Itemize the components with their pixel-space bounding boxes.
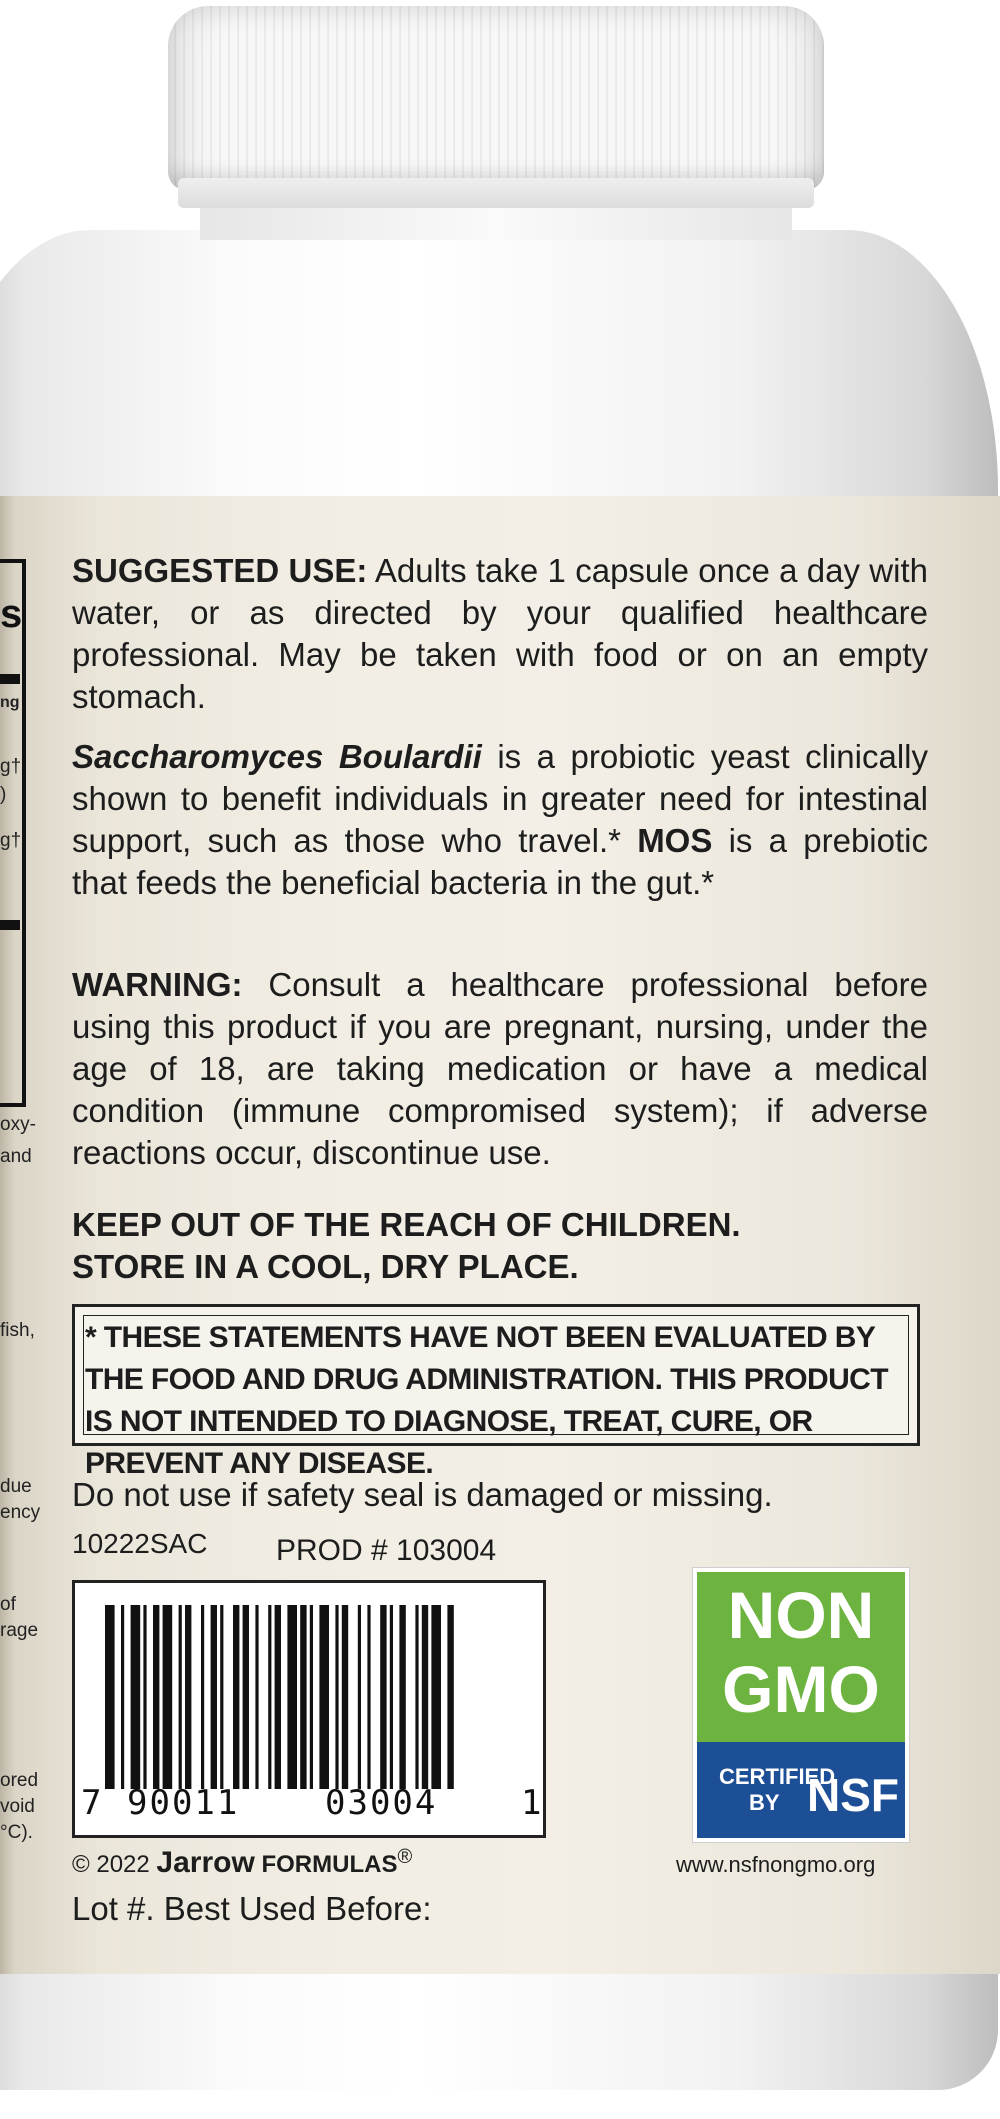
copyright-line <box>72 1846 412 1880</box>
barcode-bar <box>243 1605 249 1789</box>
barcode-group-2: 03004 <box>325 1783 438 1823</box>
barcode-digit-last: 1 <box>521 1783 542 1823</box>
ingredients-fragment: oxy- <box>0 1114 36 1135</box>
suggested-use <box>72 550 928 718</box>
barcode-digit-first: 7 <box>81 1783 102 1823</box>
facts-fragment: s <box>0 592 23 636</box>
barcode-bar <box>233 1605 239 1789</box>
barcode-bar <box>380 1605 386 1789</box>
barcode-bar <box>422 1605 428 1789</box>
barcode-bar <box>367 1605 370 1789</box>
barcode-bar <box>163 1605 173 1789</box>
facts-rule <box>0 674 20 684</box>
barcode-bar <box>185 1605 191 1789</box>
warning-text: Consult a healthcare professional before using this product if you are pregnant, nursing, under the age of 18, are taking medication or have a medical condition (immune compromised system); if adverse reactions occur, discontinue use. <box>72 966 928 1171</box>
warning-heading: WARNING: <box>72 966 243 1003</box>
barcode-bar <box>300 1605 306 1789</box>
barcode-bar <box>275 1605 281 1789</box>
description-text-1: is a probiotic yeast clinically shown to benefit individuals in greater need for intestinal support, such as those who travel.* <box>72 738 928 859</box>
suggested-use-heading: SUGGESTED USE: <box>72 552 368 589</box>
brand-suffix: FORMULAS <box>254 1851 398 1878</box>
storage-notice: STORE IN A COOL, DRY PLACE. <box>72 1248 579 1285</box>
ingredients-fragment: °C). <box>0 1822 33 1843</box>
barcode-bar <box>153 1605 159 1789</box>
non-gmo-badge <box>692 1567 910 1843</box>
non-gmo-line-1: NON <box>727 1578 875 1652</box>
nsf-blue-panel <box>697 1742 905 1838</box>
facts-fragment: ) <box>0 784 7 805</box>
barcode-bar <box>143 1605 146 1789</box>
barcode-bar <box>358 1605 361 1789</box>
facts-rule <box>0 920 20 930</box>
nsf-logo-text: NSF <box>807 1769 899 1821</box>
ingredients-fragment: and <box>0 1146 32 1167</box>
suggested-use-text: Adults take 1 capsule once a day with water, or as directed by your qualified healthcare professional. May be taken with food or on an empty stomach. <box>72 552 928 715</box>
barcode-bar <box>201 1605 204 1789</box>
cap-lip <box>178 178 814 208</box>
lot-best-before: Lot #. Best Used Before: <box>72 1890 432 1927</box>
barcode-bar <box>342 1605 348 1789</box>
ingredients-fragment: ored <box>0 1770 39 1791</box>
barcode-bar <box>287 1605 297 1789</box>
barcode-bar <box>447 1605 453 1789</box>
non-gmo-line-2: GMO <box>722 1652 880 1726</box>
product-name: Saccharomyces Boulardii <box>72 738 482 775</box>
barcode-bars <box>105 1605 505 1789</box>
ingredients-fragment: fish, <box>0 1320 35 1341</box>
facts-fragment: ng <box>0 694 20 711</box>
ingredients-fragment: rage <box>0 1620 39 1641</box>
certified-label: CERTIFIED <box>719 1764 836 1789</box>
warning <box>72 964 928 1174</box>
barcode-bar <box>268 1605 271 1789</box>
barcode-group-1: 90011 <box>127 1783 240 1823</box>
ingredients-fragment: void <box>0 1796 35 1817</box>
barcode-bar <box>121 1605 124 1789</box>
copyright-prefix: © 2022 <box>72 1851 157 1878</box>
nsf-url: www.nsfnongmo.org <box>676 1852 876 1877</box>
keep-out-notice: KEEP OUT OF THE REACH OF CHILDREN. <box>72 1206 741 1243</box>
description-text-2: is a prebiotic that feeds the beneficial bacteria in the gut.* <box>72 822 928 901</box>
ingredients-fragment: due <box>0 1476 32 1497</box>
bottle-label <box>0 496 1000 1974</box>
product-code: 10222SAC <box>72 1528 208 1559</box>
barcode-bar <box>255 1605 258 1789</box>
barcode-bar <box>399 1605 405 1789</box>
barcode-bar <box>431 1605 441 1789</box>
upc-barcode <box>72 1580 546 1838</box>
registered-mark: ® <box>397 1846 413 1868</box>
facts-fragment: g† <box>0 830 22 851</box>
ingredients-fragment: of <box>0 1594 16 1615</box>
barcode-bar <box>415 1605 418 1789</box>
barcode-bar <box>179 1605 182 1789</box>
barcode-bar <box>319 1605 329 1789</box>
facts-fragment: g† <box>0 756 22 777</box>
non-gmo-green-panel <box>697 1572 905 1742</box>
barcode-bar <box>220 1605 223 1789</box>
safety-seal-notice: Do not use if safety seal is damaged or missing. <box>72 1476 773 1513</box>
bottle-cap <box>168 6 824 190</box>
fda-disclaimer-box <box>72 1304 920 1480</box>
mos-label: MOS <box>637 822 713 859</box>
barcode-bar <box>335 1605 338 1789</box>
by-label: BY <box>749 1790 780 1815</box>
fda-disclaimer: * THESE STATEMENTS HAVE NOT BEEN EVALUATED BY THE FOOD AND DRUG ADMINISTRATION. THIS PRODUCT IS NOT INTENDED TO DIAGNOSE, TREAT, CURE, OR PREVENT ANY DISEASE. <box>85 1321 888 1480</box>
barcode-bar <box>390 1605 393 1789</box>
brand-logo-text: Jarrow <box>156 1846 255 1879</box>
prod-number: PROD # 103004 <box>276 1534 497 1567</box>
barcode-bar <box>105 1605 115 1789</box>
barcode-bar <box>310 1605 313 1789</box>
ingredients-fragment: ency <box>0 1502 41 1523</box>
barcode-bar <box>211 1605 217 1789</box>
barcode-bar <box>131 1605 141 1789</box>
product-description <box>72 736 928 904</box>
